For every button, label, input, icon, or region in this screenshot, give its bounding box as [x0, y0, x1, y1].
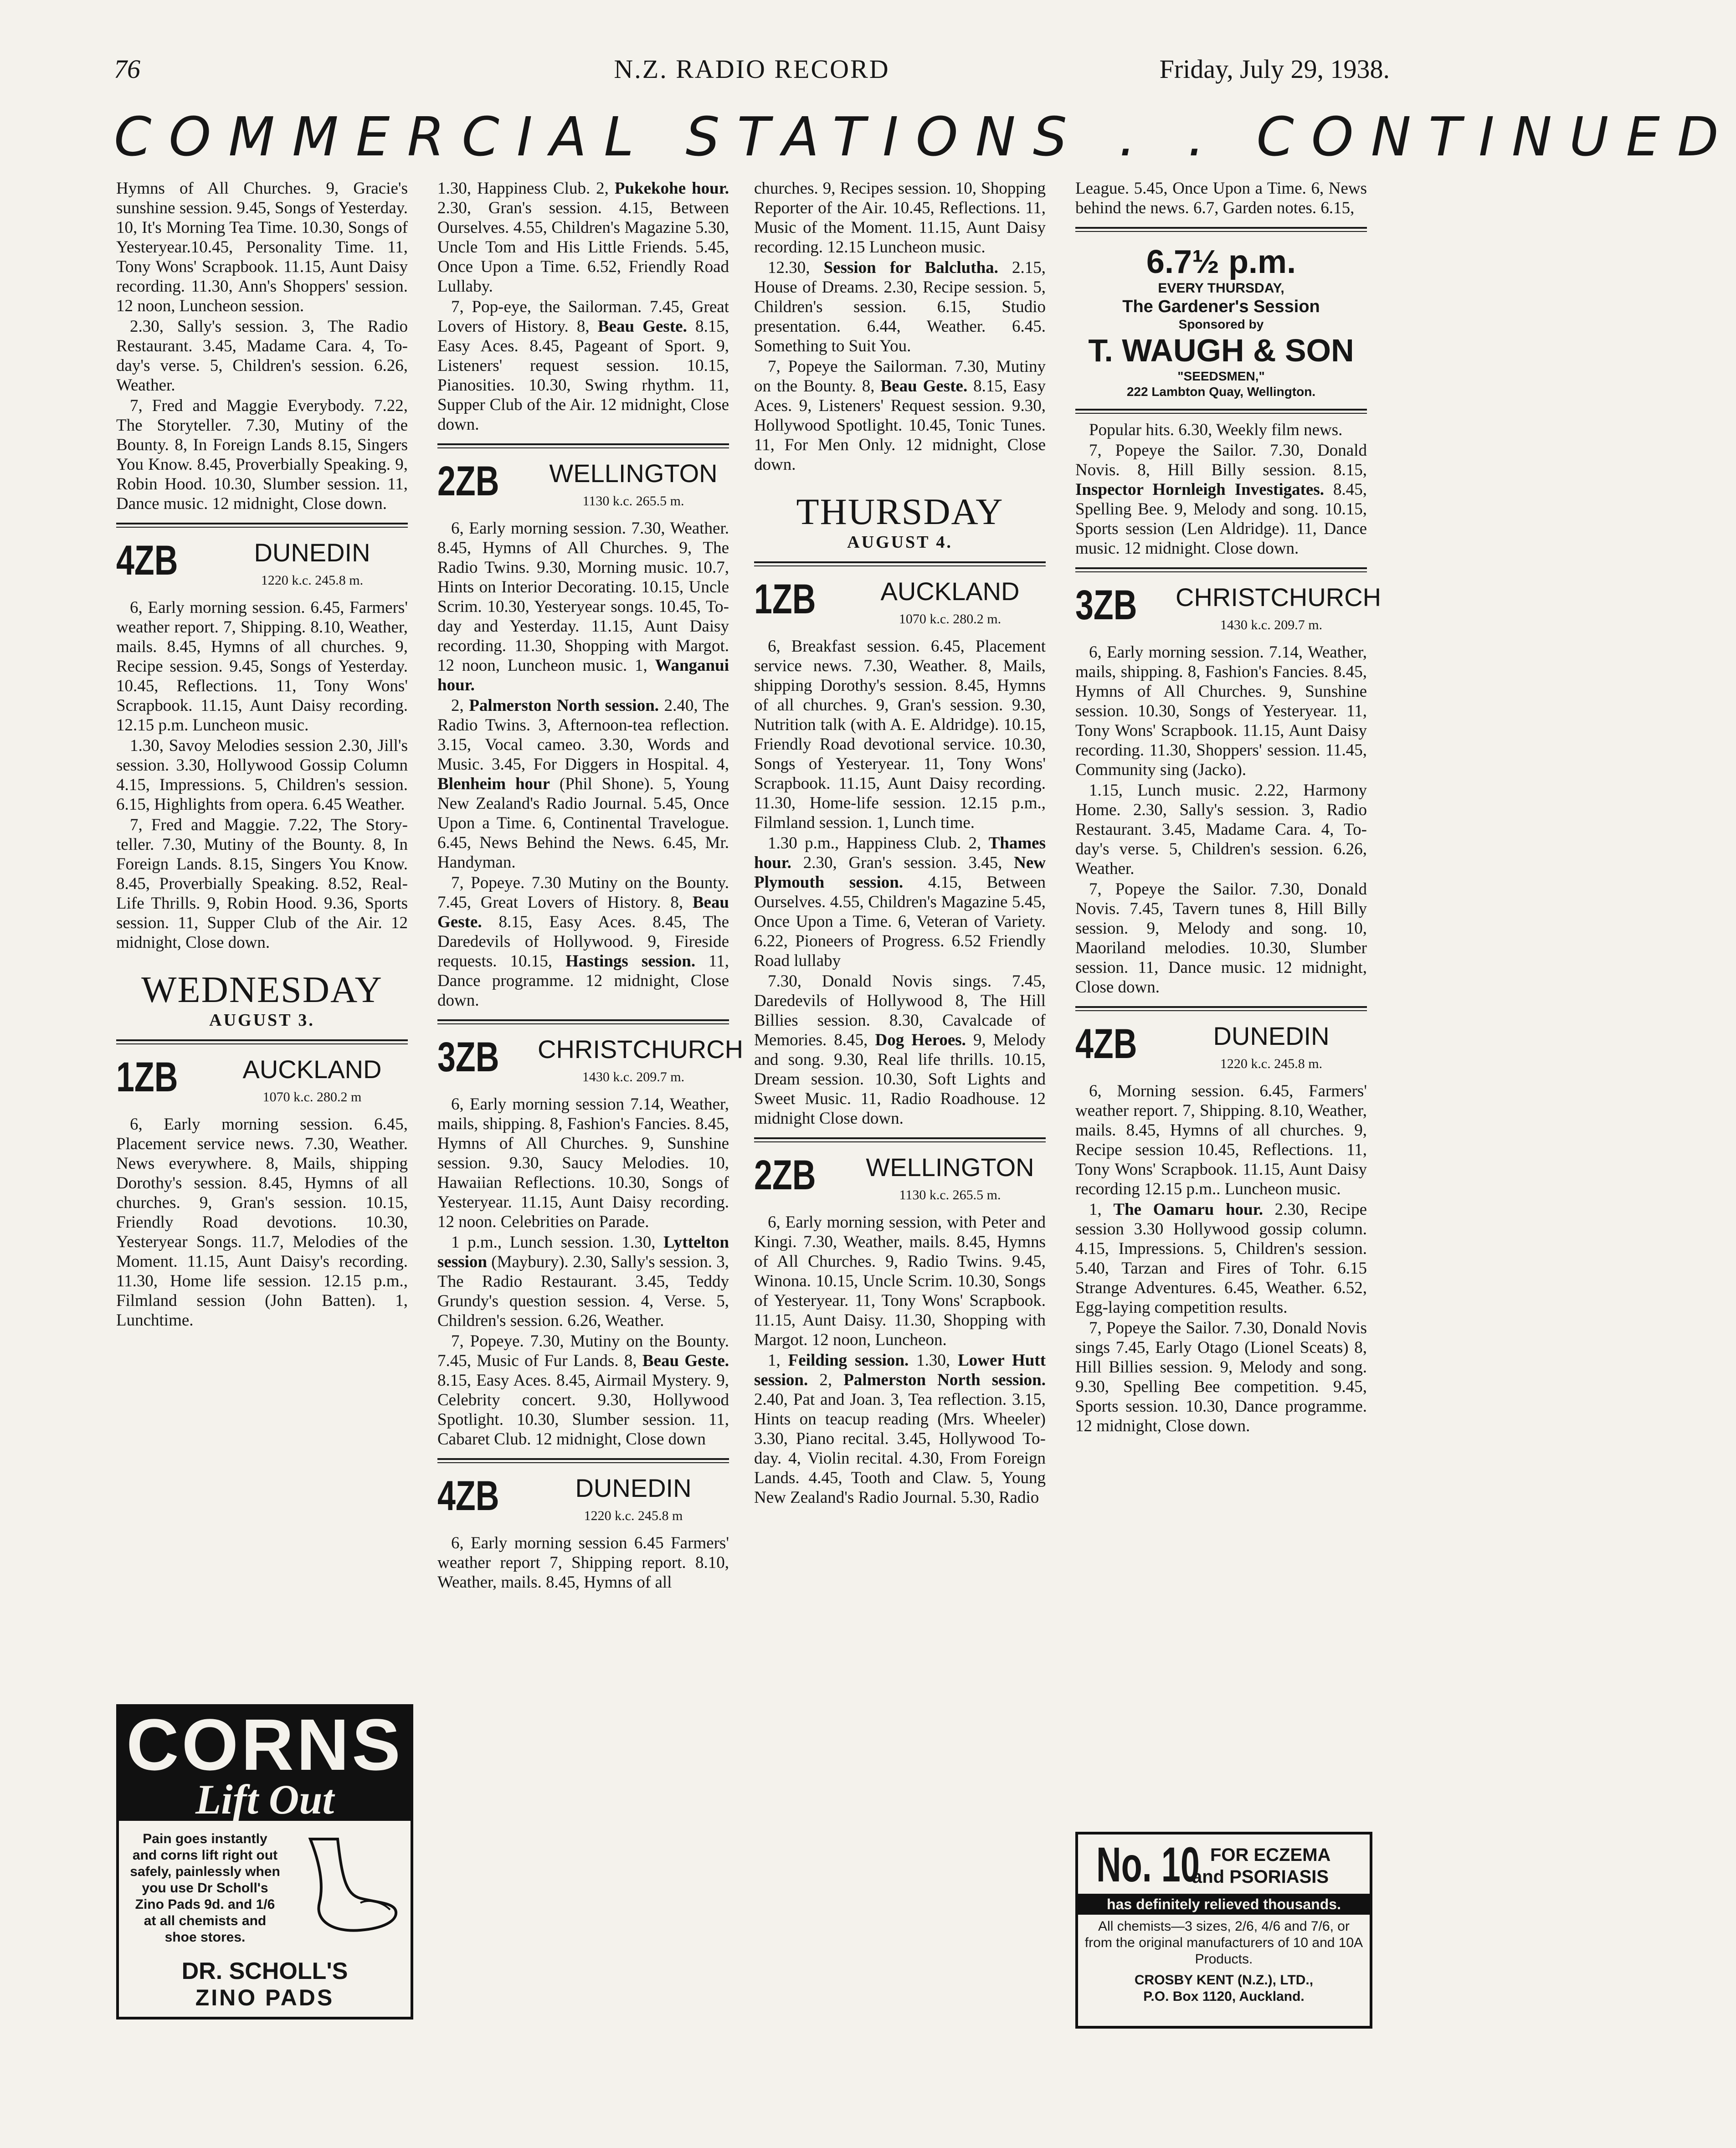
listing-paragraph: 7, Popeye the Sailor. 7.30, Donald Novis. 7.45, Tavern tunes 8, Hill Billy session. 9, Melody and song. 10, Maoriland melodies. 10.30, Slumber session. 11, Dance music. 12 midnight, Close down.: [1075, 880, 1367, 997]
listing-paragraph: churches. 9, Recipes session. 10, Shopping Reporter of the Air. 10.45, Reflections. 11, Music of the Moment. 11.15, Aunt Daisy recording. 12.15 Luncheon music.: [754, 179, 1046, 257]
station-city: CHRISTCHURCH: [538, 1035, 744, 1064]
listing-paragraph: Popular hits. 6.30, Weekly film news.: [1089, 421, 1343, 439]
listing-paragraph: 12.30, Session for Balclutha. 2.15, House of Dreams. 2.30, Recipe session. 5, Children's session. 6.15, Studio presentation. 6.44, Weather. 6.45. Something to Suit You.: [754, 258, 1046, 355]
listing-paragraph: 6, Early morning session 7.14, Weather, mails, shipping. 8, Fashion's Fancies. 8.45, Hymns of All Churches. 9, Sunshine session. 9.30, Saucy Melodies. 10, Hawaiian Reflections. 10.30, Songs of Yesteryear. 11.15, Aunt Daisy recording. 12 noon. Celebrities on Parade.: [437, 1095, 729, 1231]
station-header-1zb: [754, 573, 1046, 628]
station-header-4zb: [1075, 1017, 1367, 1073]
divider: [437, 1019, 729, 1024]
station-frequency: 1220 k.c. 245.8 m.: [1220, 1056, 1323, 1071]
station-frequency: 1070 k.c. 280.2 m: [262, 1089, 362, 1105]
day-heading: THURSDAY: [796, 491, 1004, 532]
waugh-line: Sponsored by: [1178, 317, 1264, 331]
publication-title: N.Z. RADIO RECORD: [614, 54, 890, 84]
listing-paragraph: 6, Early morning session, with Peter and Kingi. 7.30, Weather, mails. 8.45, Hymns of All Churches. 9, Radio Twins. 9.45, Winona. 10.15, Uncle Scrim. 10.30, Songs of Yesteryear. 11, Tony Wons' Scrapbook. 11.15, Aunt Daisy. 11.30, Shopping with Margot. 12 noon, Luncheon.: [754, 1213, 1046, 1349]
no10-claim: has definitely relieved thousands.: [1078, 1894, 1370, 1915]
day-heading: WEDNESDAY: [141, 969, 383, 1010]
station-city: WELLINGTON: [866, 1153, 1034, 1182]
station-frequency: 1430 k.c. 209.7 m.: [582, 1069, 685, 1084]
divider: [437, 443, 729, 448]
station-frequency: 1070 k.c. 280.2 m.: [899, 612, 1002, 627]
station-call: 1ZB: [116, 1054, 178, 1100]
station-city: DUNEDIN: [254, 538, 370, 567]
no10-for-line: and PSORIASIS: [1192, 1867, 1329, 1887]
divider: [116, 1039, 408, 1044]
section-banner: COMMERCIAL STATIONS . . CONTINUED: [114, 105, 1736, 168]
no10-address: P.O. Box 1120, Auckland.: [1143, 1989, 1305, 2004]
station-call: 4ZB: [116, 537, 178, 584]
station-header-2zb: [437, 455, 729, 510]
listing-paragraph: 7, Pop-eye, the Sailorman. 7.45, Great Lovers of History. 8, Beau Geste. 8.15, Easy Aces. 8.45, Pageant of Sport. 9, Listeners' request session. 10.15, Pianosities. 10.30, Swing rhythm. 11, Supper Club of the Air. 12 midnight, Close down.: [437, 298, 729, 434]
listing-paragraph: 6, Breakfast session. 6.45, Placement service news. 7.30, Weather. 8, Mails, shipping Dorothy's session. 8.45, Hymns of all churches. 9, Gran's session. 9.30, Nutrition talk (with A. E. Aldridge). 10.15, Friendly Road devotional service. 10.30, Songs of Yesteryear. 11, Tony Wons' Scrapbook. 11.15, Aunt Daisy recording. 11.30, Home-life session. 12.15 p.m., Filmland session. 1, Lunch time.: [754, 637, 1046, 832]
listing-paragraph: 1.30, Happiness Club. 2, Pukekohe hour. 2.30, Gran's session. 4.15, Between Ourselves. 4.55, Children's Magazine 5.30, Uncle Tom and His Little Friends. 5.45, Once Upon a Time. 6.52, Friendly Road Lullaby.: [437, 179, 729, 296]
divider: [1075, 227, 1367, 232]
station-city: WELLINGTON: [549, 459, 718, 488]
station-header-3zb: [437, 1031, 744, 1086]
listing-paragraph: 7, Popeye the Sailorman. 7.30, Mutiny on the Bounty. 8, Beau Geste. 8.15, Easy Aces. 9, Listeners' Request session. 9.30, Hollywood Spotlight. 10.45, Tonic Tunes. 11, For Men Only. 12 midnight, Close down.: [754, 357, 1046, 474]
waugh-line: "SEEDSMEN,": [1177, 369, 1265, 383]
listing-paragraph: Hymns of All Churches. 9, Gracie's sunshine session. 9.45, Songs of Yesterday. 10, It's Morning Tea Time. 10.30, Songs of Yesteryear.10.45, Personality Time. 11, Tony Wons' Scrapbook. 11.15, Aunt Daisy recording. 11.30, Ann's Shoppers' session. 12 noon, Luncheon session.: [116, 179, 408, 315]
waugh-advertisement: [1075, 244, 1367, 400]
listing-paragraph: 1.30 p.m., Happiness Club. 2, Thames hour. 2.30, Gran's session. 3.45, New Plymouth session. 4.15, Between Ourselves. 4.55, Children's Magazine 5.45, Once Upon a Time. 6, Veteran of Variety. 6.22, Pioneers of Progress. 6.52 Friendly Road lullaby: [754, 834, 1046, 970]
divider: [1075, 567, 1367, 572]
corns-body-text: Pain goes instantly and corns lift right out safely, painlessly when you use Dr Scholl's Zino Pads 9d. and 1/6 at all chemists and shoe stores.: [130, 1831, 280, 1945]
listing-paragraph: 1.30, Savoy Melodies session 2.30, Jill's session. 3.30, Hollywood Gossip Column 4.15, Impressions. 5, Children's session. 6.15, Highlights from opera. 6.45 Weather.: [116, 736, 408, 814]
waugh-address: 222 Lambton Quay, Wellington.: [1126, 385, 1316, 399]
divider: [754, 561, 1046, 566]
listing-paragraph: 1.15, Lunch music. 2.22, Harmony Home. 2.30, Sally's session. 3, Radio Restaurant. 3.45, Madame Cara. 4, To-day's verse. 5, Children's session. 6.26, Weather.: [1075, 781, 1367, 878]
day-date: AUGUST 4.: [847, 533, 953, 552]
corns-advertisement: [116, 1704, 413, 2020]
station-frequency: 1430 k.c. 209.7 m.: [1220, 617, 1323, 632]
station-city: AUCKLAND: [242, 1055, 382, 1084]
station-call: 1ZB: [754, 576, 816, 622]
station-header-4zb: [116, 534, 408, 590]
divider: [1075, 1006, 1367, 1011]
listing-paragraph: 7, Popeye. 7.30, Mutiny on the Bounty. 7.45, Music of Fur Lands. 8, Beau Geste. 8.15, Easy Aces. 8.45, Airmail Mystery. 9, Celebrity concert. 9.30, Hollywood Spotlight. 10.30, Slumber session. 11, Cabaret Club. 12 midnight, Close down: [437, 1332, 729, 1449]
station-call: 3ZB: [1075, 582, 1137, 628]
foot-illustration-icon: [292, 1835, 401, 1939]
day-date: AUGUST 3.: [209, 1011, 315, 1030]
station-call: 4ZB: [437, 1473, 499, 1519]
station-header-1zb: [116, 1051, 408, 1106]
listing-paragraph: 6, Early morning session. 6.45, Farmers' weather report. 7, Shipping. 8.10, Weather, mails. 8.45, Hymns of all churches. 9, Recipe session. 9.45, Songs of Yesterday. 10.45, Reflections. 11, Tony Wons' Scrapbook. 11.15, Aunt Daisy recording. 12.15 p.m. Luncheon music.: [116, 598, 408, 735]
station-frequency: 1130 k.c. 265.5 m.: [582, 493, 684, 509]
corns-subline: Lift Out: [195, 1776, 334, 1823]
running-head: [114, 51, 1390, 87]
no10-text: All chemists—3 sizes, 2/6, 4/6 and 7/6, or from the original manufacturers of 10 and 10A Products.: [1084, 1919, 1363, 1967]
station-call: 3ZB: [437, 1034, 499, 1080]
station-city: DUNEDIN: [575, 1474, 692, 1502]
listing-paragraph: 6, Early morning session. 7.30, Weather. 8.45, Hymns of All Churches. 9, The Radio Twins. 9.30, Morning music. 10.7, Hints on Interior Decorating. 10.15, Uncle Scrim. 10.30, Yesteryear songs. 10.45, To-day and Yesterday. 11.15, Aunt Daisy recording. 11.30, Shopping with Margot. 12 noon, Luncheon music. 1, Wanganui hour.: [437, 519, 729, 694]
listing-paragraph: 6, Early morning session. 6.45, Placement service news. 7.30, Weather. News everywhere. 8, Mails, shipping Dorothy's session. 8.45, Hymns of all churches. 9, Gran's session. 10.15, Friendly Road devotions. 10.30, Yesteryear Songs. 11.7, Melodies of the Moment. 11.15, Aunt Daisy's recording. 11.30, Home life session. 12.15 p.m., Filmland session (John Batten). 1, Lunchtime.: [116, 1115, 408, 1330]
station-call: 4ZB: [1075, 1021, 1137, 1067]
listing-paragraph: 7, Fred and Maggie Everybody. 7.22, The Storyteller. 7.30, Mutiny of the Bounty. 8, In Foreign Lands 8.15, Singers You Know. 8.45, Proverbially Speaking. 9, Robin Hood. 10.30, Slumber session. 11, Dance music. 12 midnight, Close down.: [116, 396, 408, 513]
listing-paragraph: 2.30, Sally's session. 3, The Radio Restaurant. 3.45, Madame Cara. 4, To-day's verse. 5, Children's session. 6.26, Weather.: [116, 317, 408, 395]
station-header-2zb: [754, 1149, 1046, 1204]
issue-date: Friday, July 29, 1938.: [1159, 54, 1390, 84]
station-city: AUCKLAND: [880, 577, 1020, 606]
divider: [116, 523, 408, 528]
station-header-3zb: [1075, 579, 1382, 634]
listing-paragraph: 2, Palmerston North session. 2.40, The Radio Twins. 3, Afternoon-tea reflection. 3.15, Vocal cameo. 3.30, Words and Music. 3.45, For Diggers in Hospital. 4, Blenheim hour (Phil Shone). 5, Young New Zealand's Radio Journal. 5.45, Once Upon a Time. 6, Continental Travelogue. 6.45, News Behind the News. 6.45, Mr. Handyman.: [437, 696, 729, 872]
station-header-4zb: [437, 1470, 729, 1525]
corns-product: ZINO PADS: [195, 1985, 334, 2010]
no10-number: No. 10: [1096, 1837, 1200, 1892]
no10-maker: CROSBY KENT (N.Z.), LTD.,: [1134, 1973, 1314, 1988]
corns-headline: CORNS: [126, 1704, 403, 1785]
column-3: [754, 179, 1046, 2111]
listing-paragraph: 7, Fred and Maggie. 7.22, The Story-teller. 7.30, Mutiny of the Bounty. 8, In Foreign Lands. 8.15, Singers You Know. 8.45, Proverbially Speaking. 8.52, Real-Life Thrills. 9, Robin Hood. 9.36, Sports session. 11, Supper Club of the Air. 12 midnight, Close down.: [116, 816, 408, 952]
page-number: 76: [114, 54, 140, 84]
no10-advertisement: [1075, 1832, 1372, 2029]
waugh-firm: T. WAUGH & SON: [1088, 333, 1354, 368]
listing-paragraph: 7, Popeye. 7.30 Mutiny on the Bounty. 7.45, Great Lovers of History. 8, Beau Geste. 8.15, Easy Aces. 8.45, The Daredevils of Hollywood. 9, Fireside requests. 10.15, Hastings session. 11, Dance programme. 12 midnight, Close down.: [437, 874, 729, 1010]
listing-paragraph: 1 p.m., Lunch session. 1.30, Lyttelton session (Maybury). 2.30, Sally's session. 3, The Radio Restaurant. 3.45, Teddy Grundy's question session. 4, Verse. 5, Children's session. 6.26, Weather.: [437, 1233, 729, 1330]
column-2: [437, 179, 744, 2111]
listing-paragraph: 6, Early morning session 6.45 Farmers' weather report 7, Shipping report. 8.10, Weather, mails. 8.45, Hymns of all: [437, 1534, 729, 1592]
divider: [1075, 409, 1367, 414]
waugh-line: The Gardener's Session: [1122, 297, 1320, 316]
column-4: [1075, 179, 1382, 2111]
listing-paragraph: League. 5.45, Once Upon a Time. 6, News behind the news. 6.7, Garden notes. 6.15,: [1075, 179, 1367, 217]
station-city: DUNEDIN: [1213, 1022, 1330, 1050]
no10-head: [1078, 1835, 1370, 1894]
station-call: 2ZB: [437, 458, 499, 504]
listing-paragraph: 6, Morning session. 6.45, Farmers' weather report. 7, Shipping. 8.10, Weather, mails. 8.45, Hymns of all churches. 9, Recipe session 10.45, Reflections. 11, Tony Wons' Scrapbook. 11.15, Aunt Daisy recording 12.15 p.m.. Luncheon music.: [1075, 1082, 1367, 1198]
divider: [754, 1137, 1046, 1142]
listing-paragraph: 7.30, Donald Novis sings. 7.45, Daredevils of Hollywood 8, The Hill Billies session. 8.30, Cavalcade of Memories. 8.45, Dog Heroes. 9, Melody and song. 9.30, Real life thrills. 10.15, Dream session. 10.30, Soft Lights and Sweet Music. 11, Radio Roadhouse. 12 midnight Close down.: [754, 972, 1046, 1128]
listing-paragraph: 7, Popeye the Sailor. 7.30, Donald Novis. 8, Hill Billy session. 8.15, Inspector Hornleigh Investigates. 8.45, Spelling Bee. 9, Melody and song. 10.15, Sports session (Len Aldridge). 11, Dance music. 12 midnight. Close down.: [1075, 441, 1367, 558]
listing-paragraph: 1, Feilding session. 1.30, Lower Hutt session. 2, Palmerston North session. 2.40, Pat and Joan. 3, Tea reflection. 3.15, Hints on teacup reading (Mrs. Wheeler) 3.30, Piano recital. 3.45, Hollywood To-day. 4, Violin recital. 4.30, From Foreign Lands. 4.45, Tooth and Claw. 5, Young New Zealand's Radio Journal. 5.30, Radio: [754, 1351, 1046, 1507]
no10-for-line: FOR ECZEMA: [1210, 1845, 1331, 1865]
station-call: 2ZB: [754, 1152, 816, 1198]
listing-paragraph: 6, Early morning session. 7.14, Weather, mails, shipping. 8, Fashion's Fancies. 8.45, Hymns of All Churches. 9, Sunshine session. 10.30, Songs of Yesteryear. 11, Tony Wons' Scrapbook. 11.15, Aunt Daisy recording. 11.30, Shoppers' session. 11.45, Community sing (Jacko).: [1075, 643, 1367, 779]
station-frequency: 1220 k.c. 245.8 m.: [261, 573, 364, 588]
corns-brand: DR. SCHOLL'S: [181, 1958, 348, 1984]
station-city: CHRISTCHURCH: [1176, 583, 1382, 612]
waugh-time: 6.7½ p.m.: [1146, 244, 1296, 280]
corns-ad-hero: [119, 1704, 411, 1823]
waugh-line: EVERY THURSDAY,: [1158, 281, 1284, 296]
listing-paragraph: 7, Popeye the Sailor. 7.30, Donald Novis sings 7.45, Early Otago (Lionel Sceats) 8, Hill Billies session. 9, Melody and song. 9.30, Spelling Bee competition. 9.45, Sports session. 10.30, Dance programme. 12 midnight, Close down.: [1075, 1319, 1367, 1435]
corns-brand-block: [119, 1958, 411, 2010]
station-frequency: 1130 k.c. 265.5 m.: [899, 1187, 1001, 1202]
listing-paragraph: 1, The Oamaru hour. 2.30, Recipe session 3.30 Hollywood gossip column. 4.15, Impressions. 5, Children's session. 5.40, Tarzan and Fires of Tohr. 6.15 Strange Adventures. 6.45, Weather. 6.52, Egg-laying competition results.: [1075, 1200, 1367, 1317]
divider: [437, 1458, 729, 1463]
station-frequency: 1220 k.c. 245.8 m: [584, 1508, 683, 1523]
